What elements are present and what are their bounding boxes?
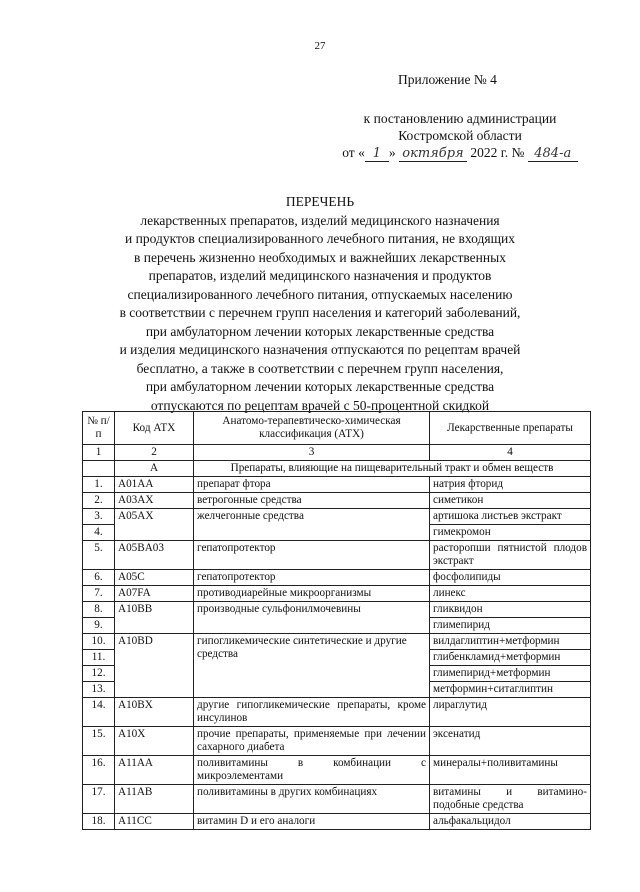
- row-num: 5.: [83, 541, 115, 570]
- header-atc: Анатомо-терапевтическо-химическая классификация (АТХ): [194, 412, 430, 445]
- title-line: лекарственных препаратов, изделий медицинского назначения: [140, 212, 500, 228]
- table-row: [83, 698, 591, 727]
- table-row: [83, 727, 591, 756]
- row-drug: витамины и витамино-подобные средства: [430, 785, 591, 814]
- page-number: 27: [314, 40, 326, 52]
- row-atc: гепатопротектор: [194, 541, 430, 570]
- row-drug: метформин+ситаглиптин: [430, 682, 591, 698]
- date-day: 1: [365, 147, 389, 162]
- row-atc: препарат фтора: [194, 477, 430, 493]
- date-mid: »: [388, 145, 396, 160]
- header-code: Код АТХ: [115, 412, 194, 445]
- column-number-row: [83, 445, 591, 461]
- title-line: и продуктов специализированного лечебного питания, не входящих: [125, 231, 515, 246]
- col-number: 2: [115, 445, 194, 461]
- section-row: [83, 461, 591, 477]
- header-drugs: Лекарственные препараты: [430, 412, 591, 445]
- section-code: А: [115, 461, 194, 477]
- table-row: [83, 814, 591, 830]
- col-number: 1: [83, 445, 115, 461]
- row-atc: прочие препараты, применяемые при лечении сахарного диабета: [194, 727, 430, 756]
- title-line: при амбулаторном лечении которых лекарственные средства: [145, 323, 495, 339]
- appendix-label: Приложение № 4: [398, 72, 497, 87]
- row-drug: альфакальцидол: [430, 814, 591, 830]
- drug-table: [82, 411, 591, 830]
- row-num: 4.: [83, 525, 115, 541]
- row-num: 6.: [83, 570, 115, 586]
- row-num: 16.: [83, 756, 115, 785]
- row-num: 2.: [83, 493, 115, 509]
- row-atc: противодиарейные микроорганизмы: [194, 586, 430, 602]
- row-drug: минералы+поливитамины: [430, 756, 591, 785]
- row-drug: эксенатид: [430, 727, 591, 756]
- table-row: [83, 477, 591, 493]
- row-atc: желчегонные средства: [194, 509, 430, 541]
- table-row: [83, 509, 591, 525]
- resolution-block: [330, 110, 590, 162]
- table-row: [83, 756, 591, 785]
- row-code: A05BA03: [115, 541, 194, 570]
- title-line: при амбулаторном лечении которых лекарственные средства: [145, 379, 495, 394]
- row-num: 13.: [83, 682, 115, 698]
- row-code: A01AA: [115, 477, 194, 493]
- row-drug: натрия фторид: [430, 477, 591, 493]
- date-prefix: от «: [342, 145, 365, 160]
- document-title: [90, 193, 550, 415]
- row-drug: глимепирид+метформин: [430, 666, 591, 682]
- col-number: 4: [430, 445, 591, 461]
- row-drug: лираглутид: [430, 698, 591, 727]
- row-drug: фосфолипиды: [430, 570, 591, 586]
- row-code: A10BB: [115, 602, 194, 634]
- row-code: A05C: [115, 570, 194, 586]
- row-num: 8.: [83, 602, 115, 618]
- row-num: 11.: [83, 650, 115, 666]
- row-atc: витамин D и его аналоги: [194, 814, 430, 830]
- row-drug: симетикон: [430, 493, 591, 509]
- section-name: Препараты, влияющие на пищеварительный тракт и обмен веществ: [194, 461, 591, 477]
- row-drug: гимекромон: [430, 525, 591, 541]
- row-drug: гликвидон: [430, 602, 591, 618]
- resolution-number: 484-а: [528, 147, 578, 162]
- table-header-row: [83, 412, 591, 445]
- row-code: A10X: [115, 727, 194, 756]
- row-atc: ветрогонные средства: [194, 493, 430, 509]
- row-code: A11AB: [115, 785, 194, 814]
- row-code: A11AA: [115, 756, 194, 785]
- row-num: 7.: [83, 586, 115, 602]
- row-num: 17.: [83, 785, 115, 814]
- row-num: 12.: [83, 666, 115, 682]
- table-row: [83, 586, 591, 602]
- table-row: [83, 493, 591, 509]
- row-atc: гипогликемические синтетические и другие средства: [194, 634, 430, 698]
- row-atc: другие гипогликемические препараты, кроме инсулинов: [194, 698, 430, 727]
- title-line: бесплатно, а также в соответствии с перечнем групп населения,: [136, 360, 504, 376]
- row-drug: артишока листьев экстракт: [430, 509, 591, 525]
- row-drug: линекс: [430, 586, 591, 602]
- row-atc: производные сульфонилмочевины: [194, 602, 430, 634]
- table-row: [83, 602, 591, 618]
- header-num: № п/п: [83, 412, 115, 445]
- row-num: 18.: [83, 814, 115, 830]
- row-atc: гепатопротектор: [194, 570, 430, 586]
- title-line: отпускаются по рецептам врачей с 50-процентной скидкой: [150, 397, 490, 413]
- resolution-line-1: к постановлению администрации: [363, 111, 557, 126]
- row-code: A03AX: [115, 493, 194, 509]
- row-num: 10.: [83, 634, 115, 650]
- row-code: A11CC: [115, 814, 194, 830]
- row-drug: расторопши пятнистой плодов экстракт: [430, 541, 591, 570]
- title-line: в соответствии с перечнем групп населения и категорий заболеваний,: [119, 305, 521, 320]
- date-year: 2022 г. №: [470, 145, 525, 160]
- row-num: 15.: [83, 727, 115, 756]
- row-num: 3.: [83, 509, 115, 525]
- title-heading: ПЕРЕЧЕНЬ: [285, 194, 355, 209]
- table-row: [83, 570, 591, 586]
- row-code: A05AX: [115, 509, 194, 541]
- row-num: 14.: [83, 698, 115, 727]
- row-num: 9.: [83, 618, 115, 634]
- title-line: в перечень жизненно необходимых и важнейших лекарственных: [134, 249, 506, 265]
- table-row: [83, 634, 591, 650]
- title-line: специализированного лечебного питания, отпускаемых населению: [127, 286, 513, 302]
- title-line: препаратов, изделий медицинского назначения и продуктов: [148, 268, 492, 283]
- table-row: [83, 541, 591, 570]
- resolution-date-line: [330, 144, 590, 162]
- row-code: A07FA: [115, 586, 194, 602]
- row-code: A10BD: [115, 634, 194, 698]
- row-drug: глимепирид: [430, 618, 591, 634]
- table-row: [83, 785, 591, 814]
- section-blank: [83, 461, 115, 477]
- row-atc: поливитамины в комбинации с микроэлементами: [194, 756, 430, 785]
- row-num: 1.: [83, 477, 115, 493]
- row-code: A10BX: [115, 698, 194, 727]
- date-month: октября: [399, 147, 467, 162]
- resolution-line-2: Костромской области: [398, 128, 522, 143]
- row-atc: поливитамины в других комбинациях: [194, 785, 430, 814]
- col-number: 3: [194, 445, 430, 461]
- title-line: и изделия медицинского назначения отпускаются по рецептам врачей: [119, 342, 521, 357]
- row-drug: глибенкламид+метформин: [430, 650, 591, 666]
- row-drug: вилдаглиптин+метформин: [430, 634, 591, 650]
